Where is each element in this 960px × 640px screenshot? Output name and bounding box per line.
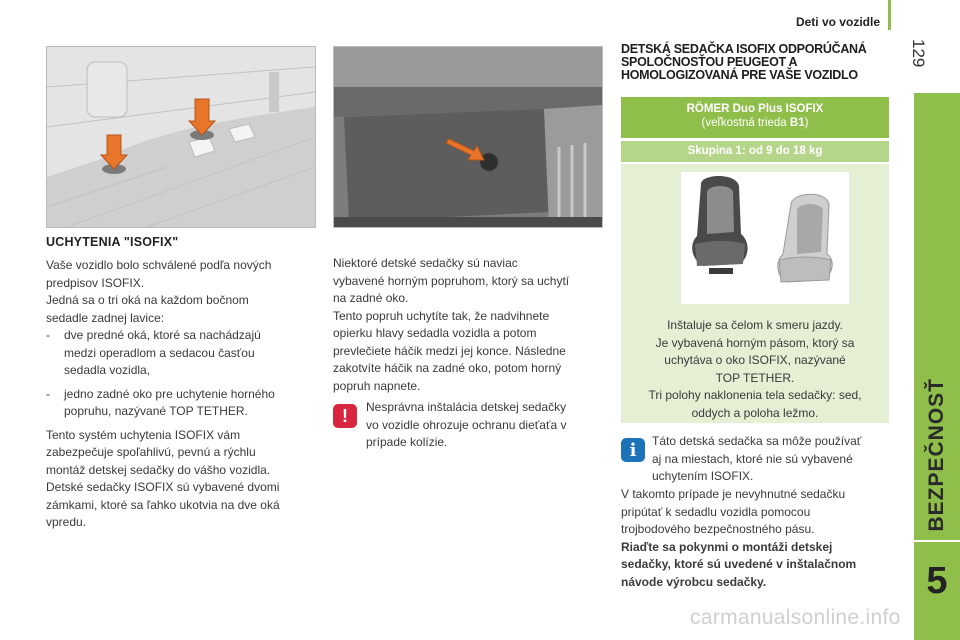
product-panel [621, 164, 889, 423]
paragraph-line: Vaše vozidlo bolo schválené podľa nových [46, 258, 272, 272]
info-icon [621, 438, 645, 462]
bold-note-line: návode výrobcu sedačky. [621, 574, 767, 589]
instruction-line: Tri polohy naklonenia tela sedačky: sed, [648, 388, 862, 402]
top-tether-description [333, 255, 608, 395]
paragraph-line: sedadle zadnej lavice: [46, 310, 165, 325]
bold-note-line: Riaďte sa pokynmi o montáži detskej [621, 539, 833, 554]
info-line: aj na miestach, ktoré nie sú vybavené [652, 451, 853, 466]
paragraph-line: trojbodového bezpečnostného pásu. [621, 522, 815, 536]
top-tether-anchor-photo [333, 46, 603, 228]
instruction-line: Inštaluje sa čelom k smeru jazdy. [667, 318, 843, 332]
paragraph-line: Tento systém uchytenia ISOFIX vám [46, 427, 241, 442]
instruction-line: TOP TETHER. [715, 370, 795, 385]
isofix-section-heading: UCHYTENIA "ISOFIX" [46, 235, 179, 249]
seatbelt-note [621, 486, 901, 591]
section-title [914, 93, 960, 540]
info-note [652, 433, 897, 486]
info-line: Táto detská sedačka sa môže používať [652, 434, 862, 448]
weight-group-bar: Skupina 1: od 9 do 18 kg [621, 141, 889, 162]
side-tab-divider [914, 540, 960, 542]
product-class-value: B1 [789, 117, 805, 129]
paragraph-line: predpisov ISOFIX. [46, 275, 145, 290]
section-title-text: BEZPEČNOSŤ [925, 378, 948, 532]
header-rule [888, 0, 891, 30]
heading-line: HOMOLOGIZOVANÁ PRE VAŠE VOZIDLO [621, 68, 858, 82]
product-name: RÖMER Duo Plus ISOFIX [686, 103, 824, 115]
paragraph-line: Detské sedačky ISOFIX sú vybavené dvomi [46, 480, 280, 494]
watermark: carmanualsonline.info [690, 606, 901, 629]
paragraph-line: zakotvíte háčik na zadné oko, potom horný [333, 361, 562, 375]
isofix-anchors-photo [46, 46, 316, 228]
paragraph-line: V takomto prípade je nevyhnutné sedačku [621, 487, 846, 501]
list-item [46, 386, 316, 421]
paragraph-line: prevlečiete háčik medzi jej konce. Následne [333, 343, 566, 358]
info-line: uchytením ISOFIX. [652, 469, 754, 483]
product-class [621, 117, 889, 129]
paragraph-line: na zadné oko. [333, 291, 409, 305]
paragraph-line: Jedná sa o tri oká na každom bočnom [46, 293, 249, 307]
list-dash: - [46, 386, 50, 401]
instruction-line: uchytáva o oko ISOFIX, nazývané [664, 353, 846, 367]
page-number-text: 129 [909, 39, 928, 68]
product-class-suffix: ) [804, 117, 809, 129]
child-seat-image [621, 164, 889, 309]
list-item-line: jedno zadné oko pre uchytenie horného [64, 386, 275, 401]
anchor-list [46, 327, 316, 421]
list-item-line: dve predné oká, ktoré sa nachádzajú [64, 328, 261, 342]
warning-icon [333, 404, 357, 428]
list-item-line: popruhu, nazývané TOP TETHER. [64, 404, 248, 418]
instruction-line: Je vybavená horným pásom, ktorý sa [655, 335, 855, 350]
heading-line: DETSKÁ SEDAČKA ISOFIX ODPORÚČANÁ [621, 42, 867, 56]
installation-instructions [621, 317, 889, 422]
recommended-seat-heading [621, 43, 896, 82]
list-item-line: sedadla vozidla, [64, 363, 151, 377]
paragraph-line: Niektoré detské sedačky sú naviac [333, 256, 518, 270]
chapter-number: 5 [926, 560, 948, 602]
paragraph-line: zabezpečuje spoľahlivú, pevnú a rýchlu [46, 445, 256, 459]
paragraph-line: vpredu. [46, 515, 87, 529]
warning-line: vo vozidle ohrozuje ochranu dieťaťa v [366, 417, 567, 432]
paragraph-line: montáž detskej sedačky do vášho vozidla. [46, 462, 271, 477]
list-item-line: medzi operadlom a sedacou časťou [64, 345, 255, 360]
paragraph-line: pripútať k sedadlu vozidla pomocou [621, 504, 811, 519]
isofix-description [46, 257, 316, 532]
info-symbol: i [629, 439, 637, 461]
running-header: Deti vo vozidle [795, 15, 880, 29]
instruction-line: oddych a poloha ležmo. [691, 405, 819, 420]
warning-note [366, 399, 606, 452]
product-header [621, 97, 889, 138]
heading-line: SPOLOČNOSŤOU PEUGEOT A [621, 55, 798, 69]
paragraph-line: popruh napnete. [333, 378, 421, 393]
paragraph-line: vybavené horným popruhom, ktorý sa uchytí [333, 273, 570, 288]
product-class-prefix: (veľkostná trieda [701, 117, 790, 129]
warning-symbol: ! [342, 405, 348, 426]
warning-line: prípade kolízie. [366, 435, 448, 449]
bold-note-line: sedačky, ktoré sú uvedené v inštalačnom [621, 557, 857, 571]
paragraph-line: Tento popruh uchytíte tak, že nadvihnete [333, 308, 550, 323]
warning-line: Nesprávna inštalácia detskej sedačky [366, 400, 567, 414]
page-number [902, 35, 932, 75]
list-item [46, 327, 316, 380]
list-dash: - [46, 328, 50, 342]
paragraph-line: opierku hlavy sedadla vozidla a potom [333, 326, 537, 340]
paragraph-line: zámkami, ktoré sa ľahko ukotvia na dve oká [46, 497, 280, 512]
